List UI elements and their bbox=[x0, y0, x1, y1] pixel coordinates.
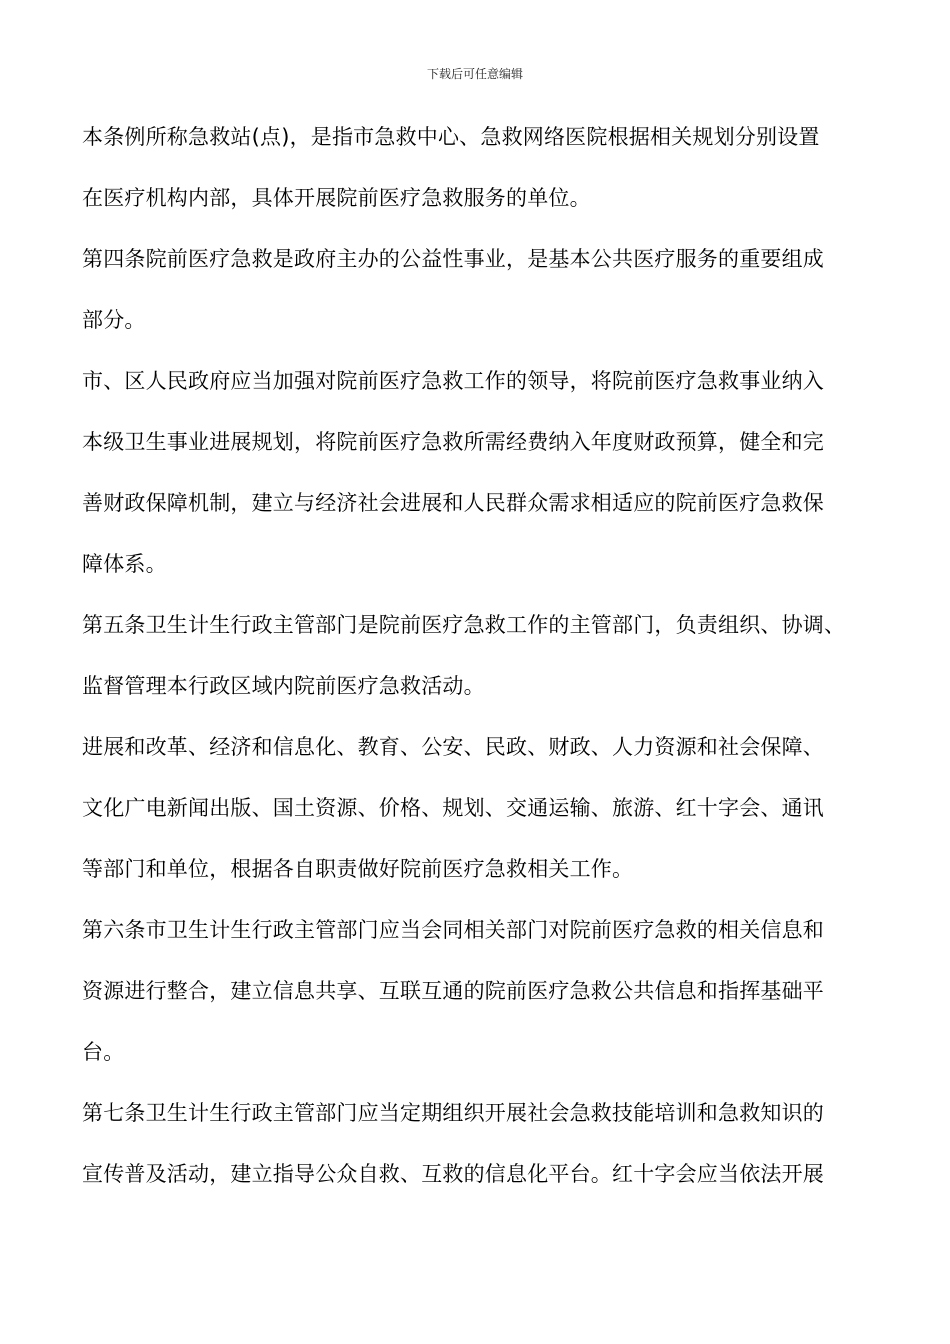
text-line: 善财政保障机制，建立与经济社会进展和人民群众需求相适应的院前医疗急救保 bbox=[82, 491, 824, 515]
text-line: 障体系。 bbox=[82, 552, 167, 576]
text-line: 文化广电新闻出版、国土资源、价格、规划、交通运输、旅游、红十字会、通讯 bbox=[82, 796, 824, 820]
text-line: 市、区人民政府应当加强对院前医疗急救工作的领导，将院前医疗急救事业纳入 bbox=[82, 369, 824, 393]
text-line: 在医疗机构内部，具体开展院前医疗急救服务的单位。 bbox=[82, 186, 591, 210]
text-line: 部分。 bbox=[82, 308, 146, 332]
page-header: 下载后可任意编辑 bbox=[426, 67, 523, 81]
text-line: 等部门和单位，根据各自职责做好院前医疗急救相关工作。 bbox=[82, 857, 634, 881]
text-line: 资源进行整合，建立信息共享、互联互通的院前医疗急救公共信息和指挥基础平 bbox=[82, 979, 824, 1003]
text-line: 宣传普及活动，建立指导公众自救、互救的信息化平台。红十字会应当依法开展 bbox=[82, 1162, 824, 1186]
text-line: 第七条卫生计生行政主管部门应当定期组织开展社会急救技能培训和急救知识的 bbox=[82, 1101, 824, 1125]
text-line: 第五条卫生计生行政主管部门是院前医疗急救工作的主管部门，负责组织、协调、 bbox=[82, 613, 846, 637]
document-body bbox=[82, 107, 882, 1205]
text-line: 监督管理本行政区域内院前医疗急救活动。 bbox=[82, 674, 485, 698]
text-line: 本级卫生事业进展规划，将院前医疗急救所需经费纳入年度财政预算，健全和完 bbox=[82, 430, 824, 454]
text-line: 台。 bbox=[82, 1040, 125, 1064]
text-line: 本条例所称急救站(点)，是指市急救中心、急救网络医院根据相关规划分别设置 bbox=[82, 125, 820, 149]
text-line: 第四条院前医疗急救是政府主办的公益性事业，是基本公共医疗服务的重要组成 bbox=[82, 247, 824, 271]
text-line: 进展和改革、经济和信息化、教育、公安、民政、财政、人力资源和社会保障、 bbox=[82, 735, 824, 759]
text-line: 第六条市卫生计生行政主管部门应当会同相关部门对院前医疗急救的相关信息和 bbox=[82, 918, 824, 942]
